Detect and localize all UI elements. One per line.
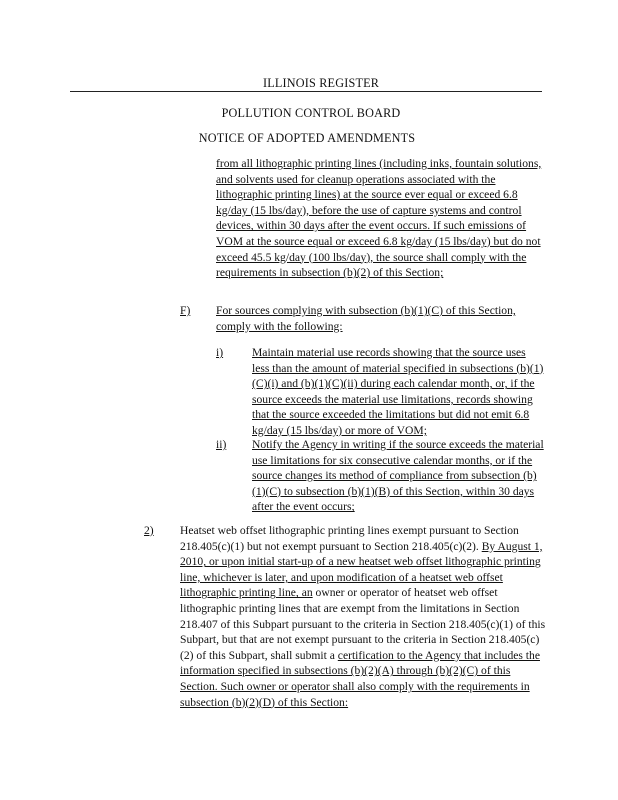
header-rule — [70, 91, 542, 92]
item-ii-text: Notify the Agency in writing if the source exceeds the material use limitations for six consecutive calendar months, or if the source changes its method of compliance from subsection (b)(1)(C) to subsection (b)(1)(B) of this Section, within 30 days after the event occurs; — [252, 438, 544, 514]
board-title: POLLUTION CONTROL BOARD — [221, 106, 401, 120]
item-2-text-underlined: By August 1, 2010, or upon initial start-up of a new heatset web offset lithographic printing line, whichever is later, and upon modification of a heatset web offset lithographic printing line, an — [180, 539, 543, 600]
item-ii-label: ii) — [216, 438, 227, 451]
item-2-text-plain: Heatset web offset lithographic printing lines exempt pursuant to Section 218.405(c)(1) but not exempt pursuant to Section 218.405(c)(2). — [180, 524, 519, 553]
item-2-label: 2) — [144, 524, 154, 537]
notice-title: NOTICE OF ADOPTED AMENDMENTS — [198, 131, 416, 145]
item-f-label: F) — [180, 304, 191, 317]
item-2-paragraph — [180, 523, 546, 710]
item-2-text-underlined-2: certification to the Agency that includes the information specified in subsections (b)(2)(A) through (b)(2)(C) of this Section. Such owner or operator shall also comply with the requirements in subsection (b)(2)(D) of this Section: — [180, 648, 540, 709]
item-i-text: Maintain material use records showing that the source uses less than the amount of material specified in subsections (b)(1)(C)(i) and (b)(1)(C)(ii) during each calendar month, or, if the source exceeds the material use limitations, records showing that the source exceeded the limitations but did not emit 6.8 kg/day (15 lbs/day) or more of VOM; — [252, 346, 544, 437]
item-2-text-rest: owner or operator of heatset web offset lithographic printing lines that are exempt from the limitations in Section 218.407 of this Subpart pursuant to the criteria in Section 218.405(c)(1) of this Subpart, but that are not exempt pursuant to the criteria in Section 218.405(c)(2) of this Subpart, shall submit a — [180, 586, 546, 662]
continuation-paragraph: from all lithographic printing lines (including inks, fountain solutions, and solvents used for cleanup operations associated with the lithographic printing lines) at the source ever equal or exceed 6.8 kg/day (15 lbs/day), before the use of capture systems and control devices, within 30 days after the event occurs. If such emissions of VOM at the source equal or exceed 6.8 kg/day (15 lbs/day) but do not exceed 45.5 kg/day (100 lbs/day), the source shall comply with the requirements in subsection (b)(2) of this Section; — [216, 157, 542, 280]
register-title: ILLINOIS REGISTER — [262, 76, 380, 90]
item-i-label: i) — [216, 346, 224, 359]
item-f-text: For sources complying with subsection (b)(1)(C) of this Section, comply with the following: — [216, 304, 516, 333]
